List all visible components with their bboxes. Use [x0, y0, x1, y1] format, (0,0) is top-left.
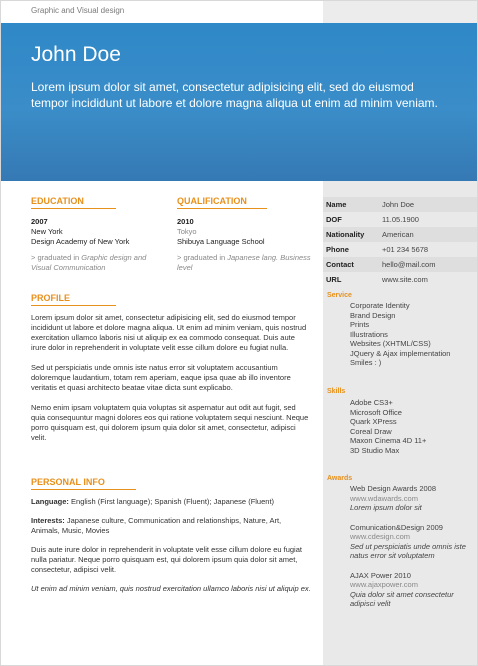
info-row-url	[323, 272, 477, 287]
info-value: American	[382, 230, 414, 239]
personal-paragraph-2: Ut enim ad minim veniam, quis nostrud exercitation ullamco laboris nisi ut aliquip ex.	[31, 584, 311, 593]
info-value: John Doe	[382, 200, 415, 209]
education-graduated-detail: Graphic design and Visual Communication	[31, 253, 147, 272]
language-label: Language:	[31, 497, 69, 506]
skills-title: Skills	[327, 388, 346, 395]
interests-label: Interests:	[31, 516, 65, 525]
education-school: Design Academy of New York	[31, 237, 130, 246]
award-note: Lorem ipsum dolor sit	[350, 503, 422, 512]
info-label: Nationality	[326, 230, 365, 239]
list-item: Smiles : )	[350, 358, 382, 367]
info-row-dof	[323, 212, 477, 227]
list-item: Microsoft Office	[350, 407, 402, 417]
award-item	[350, 571, 472, 609]
service-list	[350, 301, 450, 368]
top-bar-right-panel	[323, 1, 477, 23]
award-url[interactable]: www.ajaxpower.com	[350, 580, 418, 589]
personal-paragraph-1: Duis aute irure dolor in reprehenderit in voluptate velit esse cillum dolore eu fugiat nulla pariatur. Neque porro quisquam est, qui dolorem ipsum quia dolor sit amet, consectetur, adipisci velit.	[31, 545, 302, 574]
top-bar	[1, 1, 477, 23]
info-label: Phone	[326, 245, 349, 254]
info-label: URL	[326, 275, 342, 284]
qualification-graduated-detail: Japanese lang. Business level	[177, 253, 311, 272]
qualification-city: Tokyo	[177, 227, 197, 236]
info-value: hello@mail.com	[382, 260, 436, 269]
top-bar-label: Graphic and Visual design	[31, 6, 125, 15]
person-name: John Doe	[31, 43, 121, 66]
profile-paragraph-3: Nemo enim ipsam voluptatem quia voluptas sit aspernatur aut odit aut fugit, sed quia consequuntur magni dolores eos qui ratione voluptatem sequi nesciunt. Neque porro quisquam est, qui dolorem ipsum quia dolor sit amet, consectetur, adipisci velit.	[31, 403, 309, 442]
award-item	[350, 523, 472, 561]
personal-info-title: PERSONAL INFO	[31, 477, 136, 490]
info-table	[323, 197, 477, 287]
awards-title: Awards	[327, 475, 353, 482]
info-row-contact	[323, 257, 477, 272]
education-graduated-prefix: > graduated in	[31, 253, 80, 262]
info-value: +01 234 5678	[382, 245, 429, 254]
qualification-year: 2010	[177, 217, 194, 226]
award-name: Web Design Awards 2008	[350, 484, 437, 493]
education-year: 2007	[31, 217, 48, 226]
list-item: JQuery & Ajax implementation	[350, 348, 451, 358]
service-title: Service	[327, 292, 352, 299]
education-graduated	[31, 253, 161, 273]
award-item	[350, 484, 472, 513]
list-item: Corporate Identity	[350, 301, 410, 310]
award-url[interactable]: www.wdawards.com	[350, 493, 418, 503]
info-value: www.site.com	[382, 275, 428, 284]
info-label: DOF	[326, 215, 342, 224]
info-row-name	[323, 197, 477, 212]
qualification-title: QUALIFICATION	[177, 196, 267, 209]
qualification-school: Shibuya Language School	[177, 237, 265, 246]
education-city: New York	[31, 227, 63, 236]
list-item: Brand Design	[350, 310, 396, 320]
interests-value: Japanese culture, Communication and relationships, Nature, Art, Animals, Music, Movies	[31, 516, 282, 535]
list-item: Illustrations	[350, 329, 388, 339]
profile-paragraph-2: Sed ut perspiciatis unde omnis iste natus error sit voluptatem accusantium doloremque laudantium, totam rem aperiam, eaque ipsa quae ab illo inventore veritatis et quasi architecto beatae vitae dicta sunt explicabo.	[31, 363, 291, 392]
language-value: English (First language); Spanish (Fluent); Japanese (Fluent)	[71, 497, 275, 506]
award-name: Comunication&Design 2009	[350, 522, 443, 532]
personal-info-block	[31, 497, 311, 594]
intro-text: Lorem ipsum dolor sit amet, consectetur adipisicing elit, sed do eiusmod tempor incididunt ut labore et dolore magna aliqua ut enim ad minim veniam.	[31, 80, 438, 110]
list-item: Quark XPress	[350, 417, 397, 426]
profile-block	[31, 313, 311, 443]
list-item: Adobe CS3+	[350, 398, 393, 407]
award-note: Sed ut perspiciatis unde omnis iste natus error sit voluptatem	[350, 541, 466, 560]
qualification-graduated-prefix: > graduated in	[177, 253, 226, 262]
language-line	[31, 497, 311, 507]
awards-list	[350, 484, 472, 609]
profile-title: PROFILE	[31, 293, 116, 306]
qualification-block	[177, 217, 312, 273]
info-value: 11.05.1900	[382, 215, 419, 224]
skills-list	[350, 398, 426, 455]
award-name: AJAX Power 2010	[350, 570, 411, 580]
list-item: Maxon Cinema 4D 11+	[350, 436, 427, 445]
education-title: EDUCATION	[31, 196, 116, 209]
award-url[interactable]: www.cdesign.com	[350, 532, 411, 541]
education-block	[31, 217, 161, 273]
info-row-nationality	[323, 227, 477, 242]
profile-paragraph-1: Lorem ipsum dolor sit amet, consectetur adipisicing elit, sed do eiusmod tempor incididunt ut labore et dolore magna aliqua. Ut enim ad minim veniam, quis nostrud exercitation ullamco laboris nisi ut aliquip ex ea commodo consequat. Duis aute irure dolor in reprehenderit in voluptate velit esse cillum dolore eu fugiat nulla.	[31, 313, 307, 352]
qualification-graduated	[177, 253, 312, 273]
award-note: Quia dolor sit amet consectetur adipisci velit	[350, 589, 454, 608]
info-label: Contact	[326, 260, 354, 269]
list-item: Websites (XHTML/CSS)	[350, 339, 431, 348]
interests-line	[31, 516, 311, 536]
list-item: Prints	[350, 320, 370, 329]
info-label: Name	[326, 200, 347, 209]
list-item: 3D Studio Max	[350, 445, 400, 455]
header-banner	[1, 23, 477, 181]
list-item: Coreal Draw	[350, 426, 392, 436]
info-row-phone	[323, 242, 477, 257]
